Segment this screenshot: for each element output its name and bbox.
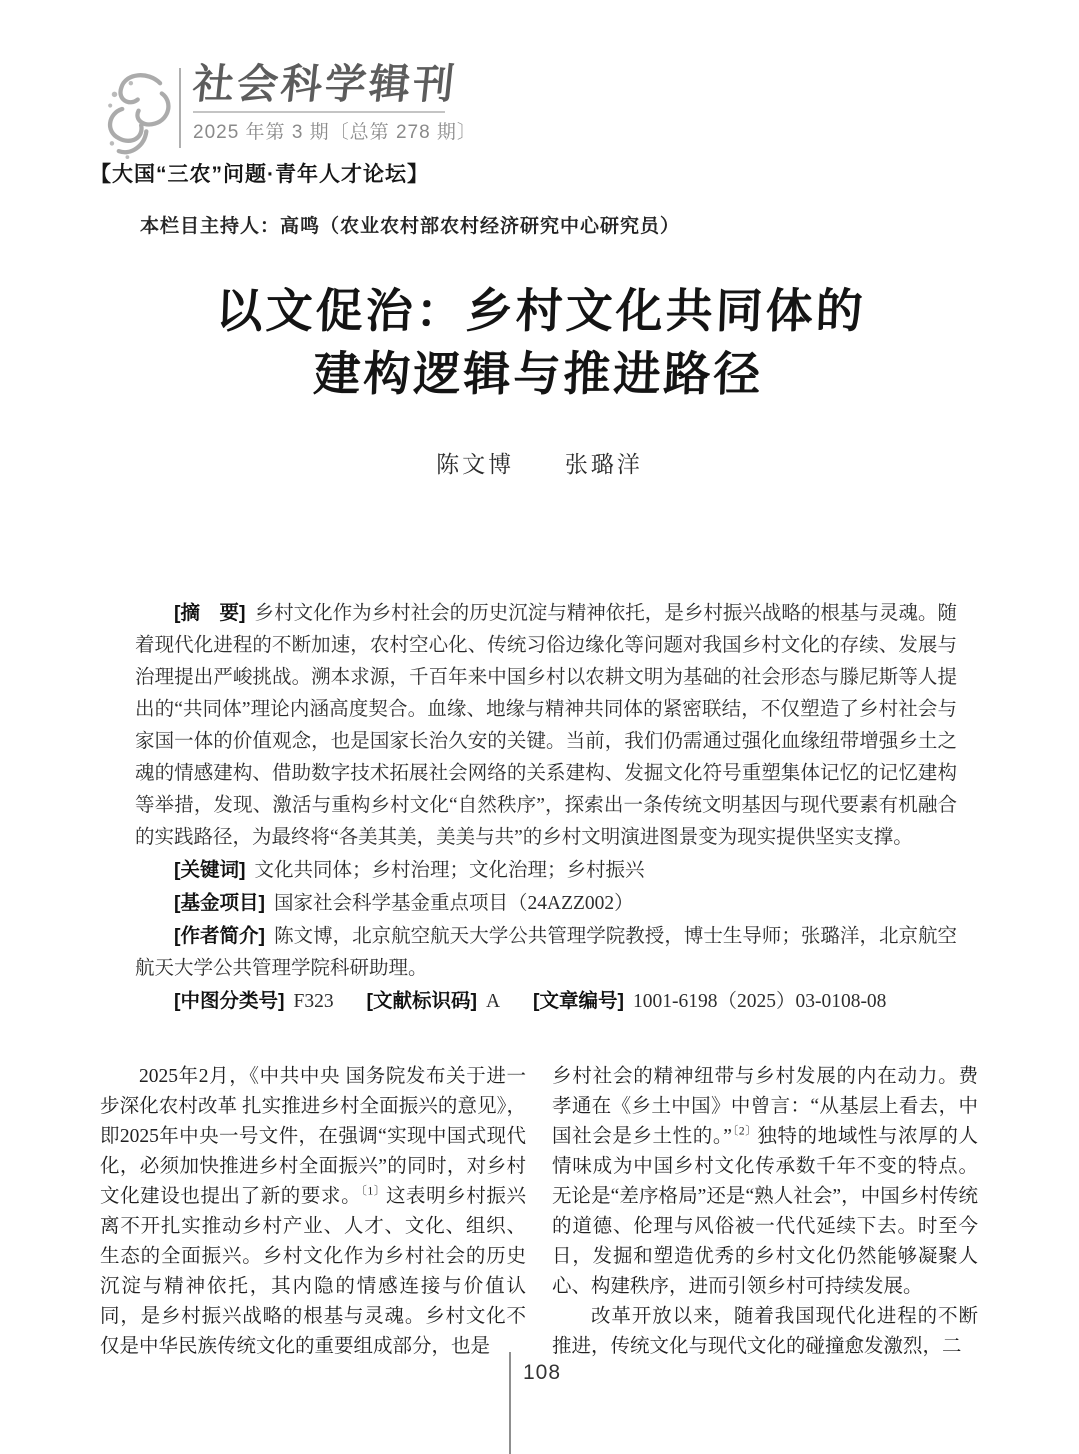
fund-label: [基金项目] bbox=[174, 892, 265, 914]
author-name: 张璐洋 bbox=[564, 452, 643, 477]
keywords-label: [关键词] bbox=[174, 859, 246, 881]
clc-value: F323 bbox=[293, 991, 334, 1012]
page-number: 108 bbox=[523, 1361, 562, 1384]
author-bio-text: 陈文博，北京航空航天大学公共管理学院教授，博士生导师；张璐洋，北京航空航天大学公共管理学院科研助理。 bbox=[135, 926, 957, 979]
article-no-pair bbox=[533, 991, 886, 1012]
classification-line bbox=[135, 985, 957, 1018]
doc-code-label: [文献标识码] bbox=[366, 990, 477, 1012]
article-title-line2: 建构逻辑与推进路径 bbox=[312, 349, 765, 401]
article-title bbox=[0, 281, 1079, 407]
footnote-ref: 〔1〕 bbox=[361, 1185, 386, 1198]
footer-rule bbox=[509, 1352, 511, 1454]
column-host-line: 本栏目主持人：高鸣（农业农村部农村经济研究中心研究员） bbox=[140, 216, 681, 237]
article-no-value: 1001-6198（2025）03-0108-08 bbox=[632, 991, 887, 1012]
keywords-line bbox=[135, 854, 957, 887]
article-no-label: [文章编号] bbox=[532, 990, 624, 1012]
body-text-run: 独特的地域性与浓厚的人情味成为中国乡村文化传承数千年不变的特点。无论是“差序格局”还是“熟人社会”，中国乡村传统的道德、伦理与风俗被一代代延续下去。时至今日，发掘和塑造优秀的乡村文化仍然能够凝聚人心、构建秩序，进而引领乡村可持续发展。 bbox=[552, 1126, 978, 1297]
front-matter bbox=[135, 597, 957, 1018]
author-bio-label: [作者简介] bbox=[174, 925, 266, 947]
section-banner: 【大国“三农”问题·青年人才论坛】 bbox=[90, 163, 429, 186]
journal-issue-line: 2025 年第 3 期〔总第 278 期〕 bbox=[193, 122, 477, 144]
author-byline bbox=[0, 446, 1079, 479]
journal-rule bbox=[193, 111, 445, 113]
doc-code-value: A bbox=[485, 991, 501, 1012]
body-paragraph bbox=[100, 1062, 526, 1362]
masthead-divider bbox=[179, 68, 181, 148]
clc-pair bbox=[174, 991, 334, 1012]
journal-name: 社会科学辑刊 bbox=[190, 61, 460, 107]
journal-masthead bbox=[93, 58, 477, 166]
clc-label: [中图分类号] bbox=[174, 990, 285, 1012]
body-column-left bbox=[100, 1062, 526, 1362]
footnote-ref: 〔2〕 bbox=[731, 1125, 758, 1138]
body-text-run: 改革开放以来，随着我国现代化进程的不断推进，传统文化与现代文化的碰撞愈发激烈，二 bbox=[552, 1306, 978, 1357]
keywords-text: 文化共同体；乡村治理；文化治理；乡村振兴 bbox=[254, 860, 645, 881]
abstract-text: 乡村文化作为乡村社会的历史沉淀与精神依托，是乡村振兴战略的根基与灵魂。随着现代化进程的不断加速，农村空心化、传统习俗边缘化等问题对我国乡村文化的存续、发展与治理提出严峻挑战。溯本求源，千百年来中国乡村以农耕文明为基础的社会形态与滕尼斯等人提出的“共同体”理论内涵高度契合。血缘、地缘与精神共同体的紧密联结，不仅塑造了乡村社会与家国一体的价值观念，也是国家长治久安的关键。当前，我们仍需通过强化血缘纽带增强乡土之魂的情感建构、借助数字技术拓展社会网络的关系建构、发掘文化符号重塑集体记忆的记忆建构等举措，发现、激活与重构乡村文化“自然秩序”，探索出一条传统文明基因与现代要素有机融合的实践路径，为最终将“各美其美，美美与共”的乡村文明演进图景变为现实提供坚实支撑。 bbox=[135, 603, 957, 848]
fund-text: 国家社会科学基金重点项目（24AZZ002） bbox=[274, 893, 634, 914]
body-columns bbox=[100, 1062, 978, 1362]
doc-code-pair bbox=[366, 991, 500, 1012]
article-title-line1: 以文促治：乡村文化共同体的 bbox=[214, 286, 867, 338]
body-column-right bbox=[552, 1062, 978, 1362]
phoenix-logo-icon bbox=[93, 64, 179, 166]
author-bio-line bbox=[135, 920, 957, 985]
abstract-label: [摘 要] bbox=[174, 602, 246, 624]
journal-title-block bbox=[190, 58, 477, 144]
abstract-paragraph bbox=[135, 597, 957, 854]
body-text-run: 这表明乡村振兴离不开扎实推动乡村产业、人才、文化、组织、生态的全面振兴。乡村文化作为乡村社会的历史沉淀与精神依托，其内隐的情感连接与价值认同，是乡村振兴战略的根基与灵魂。乡村文化不仅是中华民族传统文化的重要组成部分，也是 bbox=[100, 1186, 526, 1357]
fund-line bbox=[135, 887, 957, 920]
author-name: 陈文博 bbox=[436, 452, 515, 477]
body-text-run: 2025年2月，《中共中央 国务院发布关于进一步深化农村改革 扎实推进乡村全面振兴的意见》，即2025年中央一号文件，在强调“实现中国式现代化，必须加快推进乡村全面振兴”的同时，对乡村文化建设也提出了新的要求。 bbox=[100, 1066, 526, 1207]
body-paragraph bbox=[552, 1062, 978, 1302]
body-text-run: 乡村社会的精神纽带与乡村发展的内在动力。费孝通在《乡土中国》中曾言：“从基层上看去，中国社会是乡土性的。” bbox=[552, 1066, 978, 1147]
body-paragraph bbox=[552, 1302, 978, 1362]
